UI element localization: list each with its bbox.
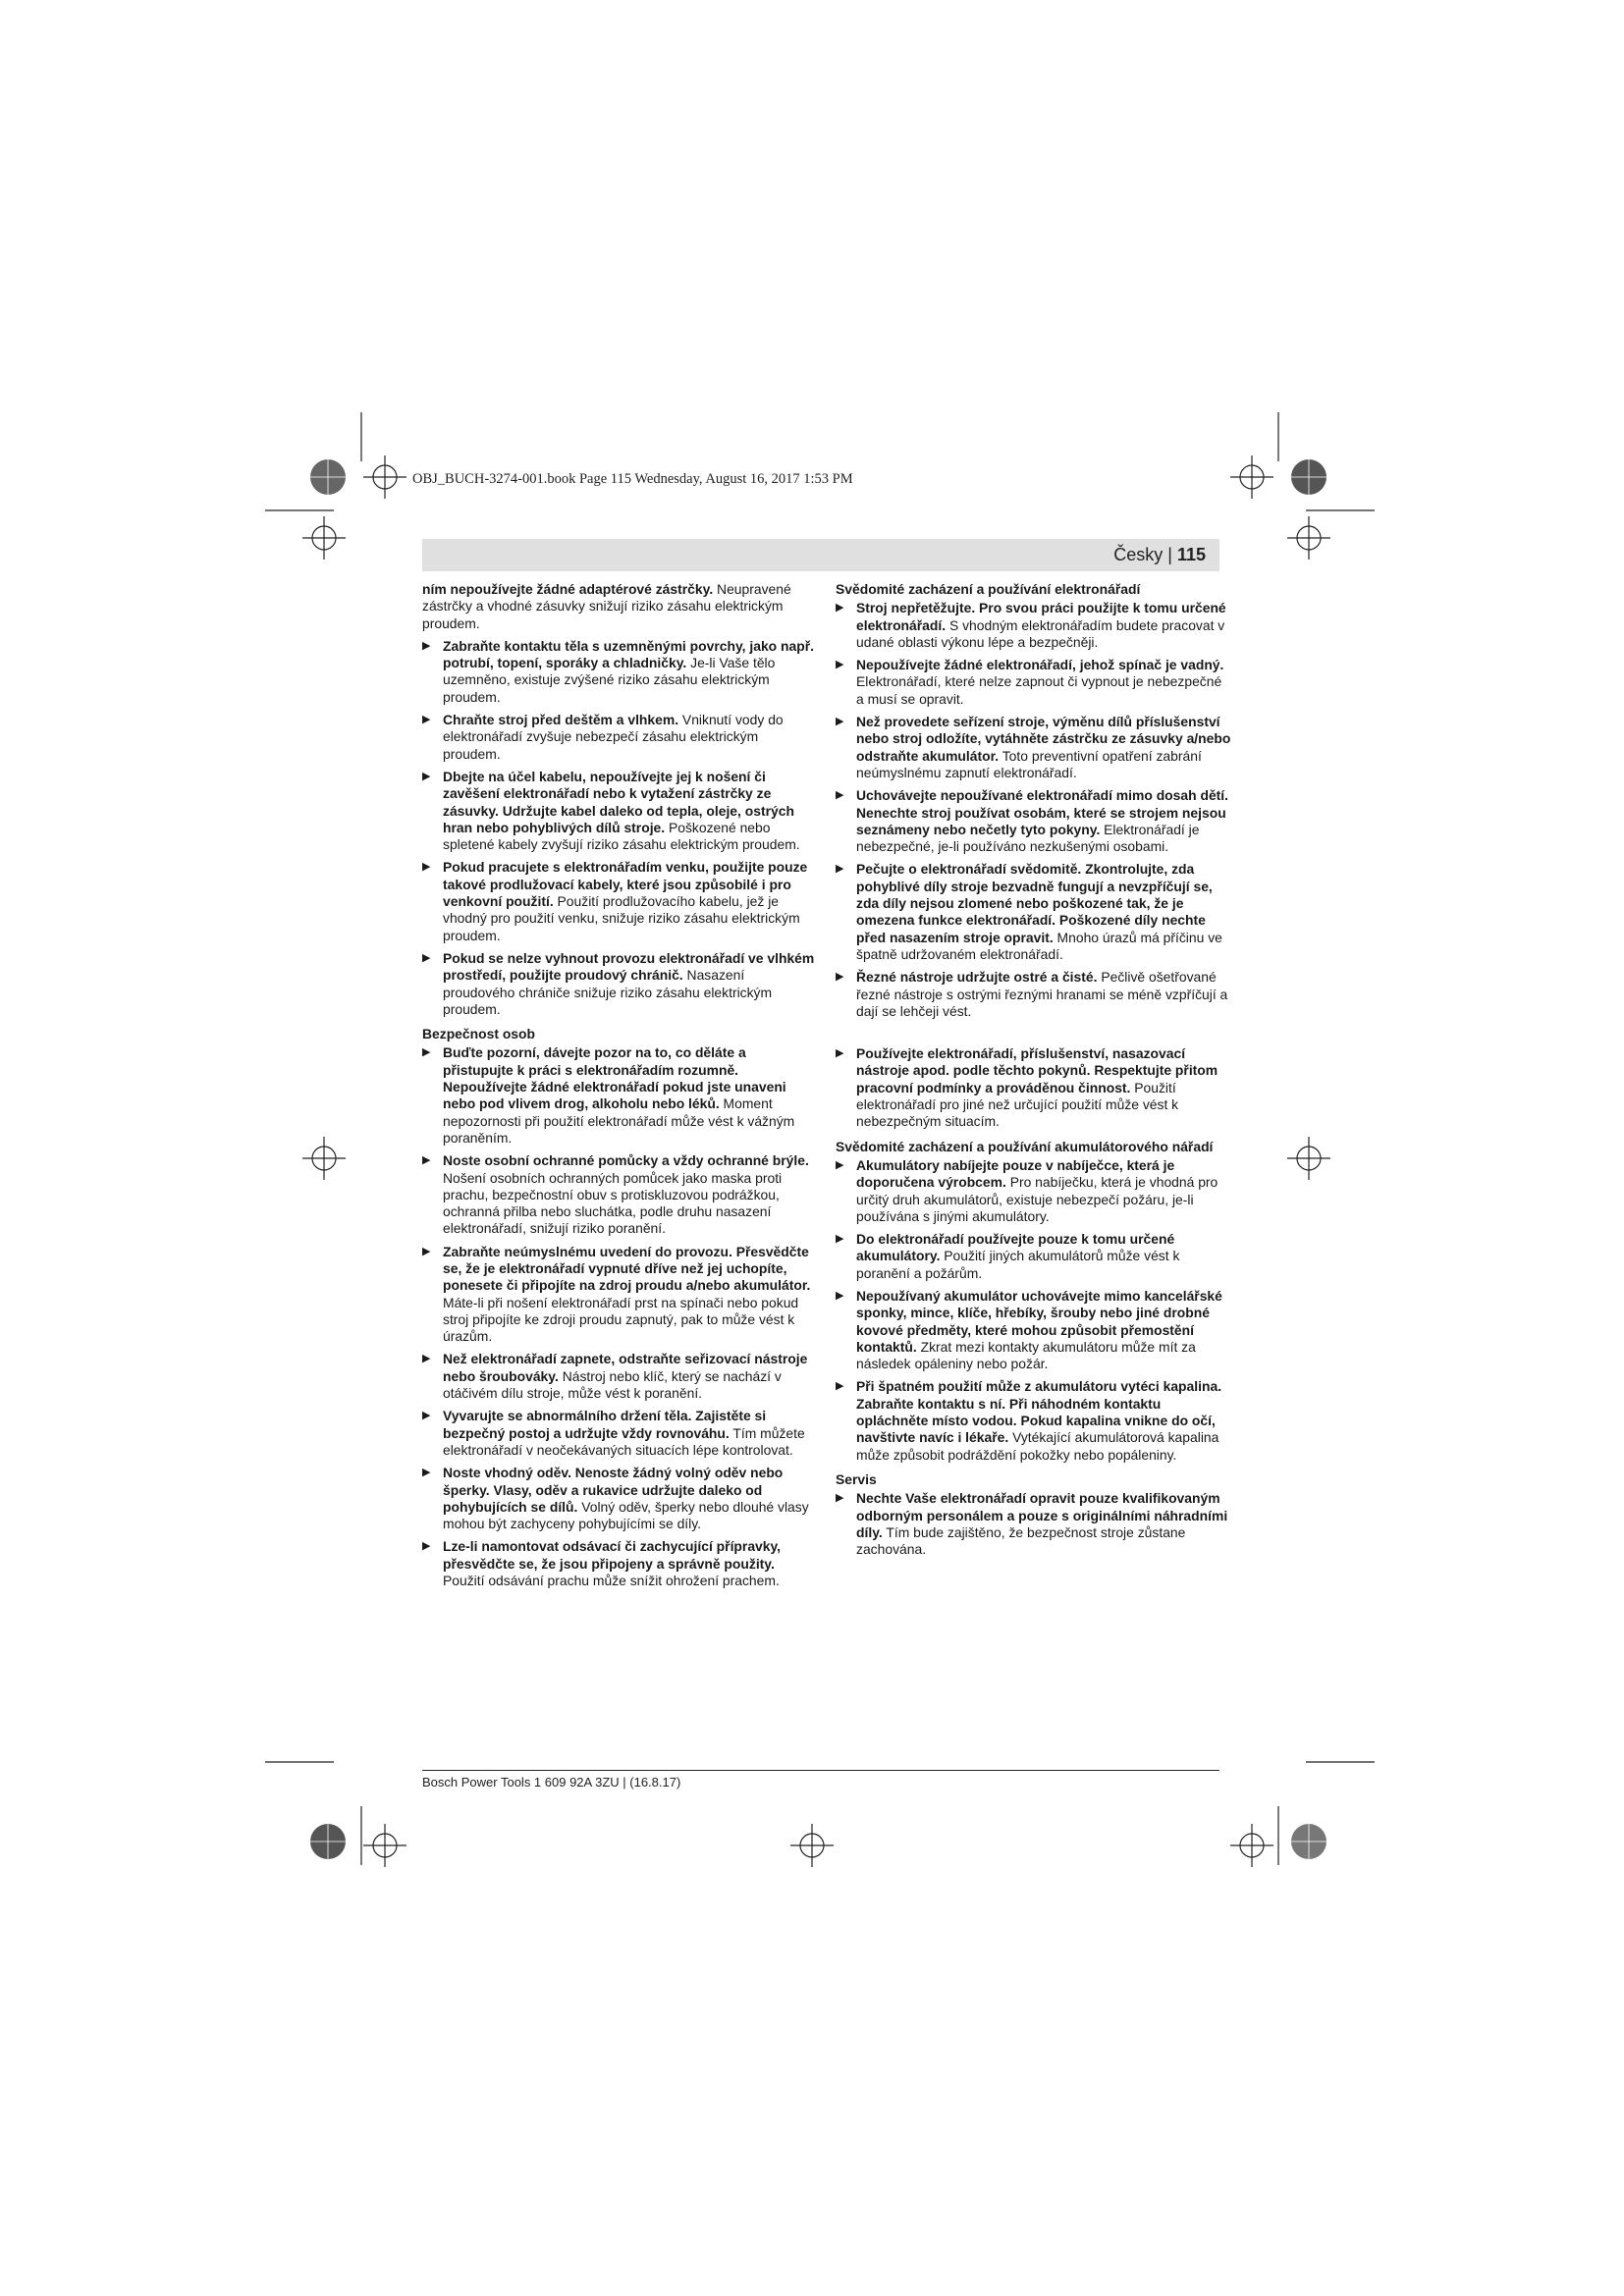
triangle-bullet-icon: ▶ xyxy=(422,1467,431,1479)
list-item: ▶ Než provedete seřízení stroje, výměnu dílů příslušenství nebo stroj odložíte, vytáhněte zástrčku ze zásuvky a/nebo odstraňte akumulátor. Toto preventivní opatření zabrání neúmyslnému zapnutí elektronářadí. xyxy=(836,714,1231,780)
triangle-bullet-icon: ▶ xyxy=(836,1158,844,1171)
section-heading: Svědomité zacházení a používání akumulátorového nářadí xyxy=(836,1138,1214,1154)
list-item: ▶ Nechte Vaše elektronářadí opravit pouze kvalifikovaným odborným personálem a pouze s originálními náhradními díly. Tím bude zajištěno, že bezpečnost stroje zůstane zachována. xyxy=(836,1490,1228,1558)
list-item: ▶ Noste osobní ochranné pomůcky a vždy ochranné brýle. Nošení osobních ochranných pomůcek jako maska proti prachu, bezpečnostní obuv s protiskluzovou podrážkou, ochranná přilba nebo sluchátka, podle druhu nasazení elektronářadí, snižují riziko poranění. xyxy=(422,1152,809,1237)
list-item: ▶ Vyvarujte se abnormálního držení těla. Zajistěte si bezpečný postoj a udržujte vždy rovnováhu. Tím můžete elektronářadí v neočekávaných situacích lépe kontrolovat. xyxy=(422,1408,805,1458)
right-column xyxy=(836,581,1232,1564)
section-heading: Bezpečnost osob xyxy=(422,1026,535,1042)
list-item: ▶ Buďte pozorní, dávejte pozor na to, co děláte a přistupujte k práci s elektronářadím rozumně. Nepoužívejte žádné elektronářadí pokud jste unaveni nebo pod vlivem drog, alkoholu nebo léků. Moment nepozornosti při použití elektronářadí může vést k vážným poraněním. xyxy=(422,1044,795,1146)
list-item: ▶ Lze-li namontovat odsávací či zachycující přípravky, přesvědčte se, že jsou připojeny a správně použity. Použití odsávání prachu může snížit ohrožení prachem. xyxy=(422,1538,782,1589)
list-item: ▶ Akumulátory nabíjejte pouze v nabíječce, která je doporučena výrobcem. Pro nabíječku, která je vhodná pro určitý druh akumulátorů, existuje nebezpečí požáru, je-li používána s jinými akumulátory. xyxy=(836,1156,1218,1224)
book-slug: OBJ_BUCH-3274-001.book Page 115 Wednesday, August 16, 2017 1:53 PM xyxy=(412,471,853,487)
print-target-top-left xyxy=(310,459,346,495)
registration-mark-bottom-left xyxy=(363,1824,406,1867)
registration-mark-right-upper xyxy=(1287,516,1330,560)
triangle-bullet-icon: ▶ xyxy=(836,716,844,728)
print-target-bottom-left xyxy=(310,1824,346,1859)
list-item: ▶ Chraňte stroj před deštěm a vlhkem. Vniknutí vody do elektronářadí zvyšuje nebezpečí zásahu elektrickým proudem. xyxy=(422,712,784,762)
print-target-bottom-right xyxy=(1291,1824,1326,1859)
triangle-bullet-icon: ▶ xyxy=(836,659,844,671)
triangle-bullet-icon: ▶ xyxy=(836,789,844,802)
page-header xyxy=(422,539,1219,571)
list-item: ▶ Stroj nepřetěžujte. Pro svou práci použijte k tomu určené elektronářadí. S vhodným elektronářadím budete pracovat v udané oblasti výkonu lépe a bezpečněji. xyxy=(836,600,1226,650)
triangle-bullet-icon: ▶ xyxy=(422,1046,431,1059)
triangle-bullet-icon: ▶ xyxy=(836,1233,844,1246)
section-heading: Svědomité zacházení a používání elektronářadí xyxy=(836,581,1141,597)
list-item: ▶ Používejte elektronářadí, příslušenství, nasazovací nástroje apod. podle těchto pokynů. Respektujte přitom pracovní podmínky a prováděnou činnost. Použití elektronářadí pro jiné než určující použití může vést k nebezpečným situacím. xyxy=(836,1045,1218,1130)
list-item: ▶ Než elektronářadí zapnete, odstraňte seřizovací nástroje nebo šroubováky. Nástroj nebo klíč, který se nachází v otáčivém dílu stroje, může vést k poranění. xyxy=(422,1351,808,1402)
header-language: Česky xyxy=(1113,545,1164,564)
left-column xyxy=(422,581,819,1595)
list-item: ▶ Uchovávejte nepoužívané elektronářadí mimo dosah dětí. Nenechte stroj používat osobám, které se strojem nejsou seznámeny nebo nečetly tyto pokyny. Elektronářadí je nebezpečné, je-li používáno nezkušenými osobami. xyxy=(836,787,1229,855)
registration-mark-top-right xyxy=(1230,455,1273,499)
triangle-bullet-icon: ▶ xyxy=(836,1380,844,1393)
registration-mark-bottom-right xyxy=(1230,1824,1273,1867)
list-item: ▶ Pečujte o elektronářadí svědomitě. Zkontrolujte, zda pohyblivé díly stroje bezvadně fungují a nevzpříčují se, zda díly nejsou zlomené nebo poškozené tak, že je omezena funkce elektronářadí. Poškozené díly nechte před nasazením stroje opravit. Mnoho úrazů má příčinu ve špatně udržovaném elektronářadí. xyxy=(836,861,1222,962)
column-spacer xyxy=(836,1026,1232,1045)
list-item: ▶ Zabraňte kontaktu těla s uzemněnými povrchy, jako např. potrubí, topení, sporáky a chladničky. Je-li Vaše tělo uzemněno, existuje zvýšené riziko zásahu elektrickým proudem. xyxy=(422,637,814,705)
triangle-bullet-icon: ▶ xyxy=(422,1245,431,1257)
triangle-bullet-icon: ▶ xyxy=(836,1492,844,1505)
header-text xyxy=(1113,545,1206,565)
triangle-bullet-icon: ▶ xyxy=(836,1047,844,1060)
triangle-bullet-icon: ▶ xyxy=(422,770,431,782)
registration-mark-right-middle xyxy=(1287,1137,1330,1180)
triangle-bullet-icon: ▶ xyxy=(836,1289,844,1302)
registration-mark-bottom-center xyxy=(790,1824,834,1867)
triangle-bullet-icon: ▶ xyxy=(836,602,844,614)
list-item: ▶ Pokud pracujete s elektronářadím venku, použijte pouze takové prodlužovací kabely, které jsou způsobilé i pro venkovní použití. Použití prodlužovacího kabelu, jež je vhodný pro použití venku, snižuje riziko zásahu elektrickým proudem. xyxy=(422,859,808,943)
registration-mark-left-upper xyxy=(302,516,346,560)
triangle-bullet-icon: ▶ xyxy=(422,1353,431,1365)
triangle-bullet-icon: ▶ xyxy=(422,1154,431,1167)
triangle-bullet-icon: ▶ xyxy=(422,951,431,964)
triangle-bullet-icon: ▶ xyxy=(422,1410,431,1422)
header-separator: | xyxy=(1163,545,1177,564)
triangle-bullet-icon: ▶ xyxy=(836,863,844,876)
list-item: ▶ Při špatném použití může z akumulátoru vytéci kapalina. Zabraňte kontaktu s ní. Při náhodném kontaktu opláchněte místo vodou. Pokud kapalina vnikne do očí, navštivte navíc i lékaře. Vytékající akumulátorová kapalina může způsobit podráždění pokožky nebo popáleniny. xyxy=(836,1378,1222,1463)
registration-mark-left-middle xyxy=(302,1137,346,1180)
list-item: ▶ Dbejte na účel kabelu, nepoužívejte jej k nošení či zavěšení elektronářadí nebo k vytažení zástrčky ze zásuvky. Udržujte kabel daleko od tepla, oleje, ostrých hran nebo pohyblivých dílů stroje. Poškozené nebo spletené kabely zvyšují riziko zásahu elektrickým proudem. xyxy=(422,768,800,853)
list-item: ▶ Řezné nástroje udržujte ostré a čisté. Pečlivě ošetřované řezné nástroje s ostrými řeznými hranami se méně vzpříčují a dají se lehčeji vést. xyxy=(836,969,1228,1019)
list-item: ▶ Do elektronářadí používejte pouze k tomu určené akumulátory. Použití jiných akumulátorů může vést k poranění a požárům. xyxy=(836,1231,1180,1281)
print-target-top-right xyxy=(1291,459,1326,495)
list-item: ▶ Noste vhodný oděv. Nenoste žádný volný oděv nebo šperky. Vlasy, oděv a rukavice udržujte daleko od pohybujících se dílů. Volný oděv, šperky nebo dlouhé vlasy mohou být zachyceny pohybujícími se díly. xyxy=(422,1465,809,1532)
triangle-bullet-icon: ▶ xyxy=(422,1540,431,1553)
triangle-bullet-icon: ▶ xyxy=(422,861,431,874)
list-item: ▶ Pokud se nelze vyhnout provozu elektronářadí ve vlhkém prostředí, použijte proudový chránič. Nasazení proudového chrániče snižuje riziko zásahu elektrickým proudem. xyxy=(422,949,815,1017)
page-number: 115 xyxy=(1176,545,1206,564)
continued-paragraph: ním nepoužívejte žádné adaptérové zástrčky. Neupravené zástrčky a vhodné zásuvky snižují riziko zásahu elektrickým proudem. xyxy=(422,581,791,631)
list-item: ▶ Nepoužívejte žádné elektronářadí, jehož spínač je vadný. Elektronářadí, které nelze zapnout či vypnout je nebezpečné a musí se opravit. xyxy=(836,657,1224,707)
list-item: ▶ Nepoužívaný akumulátor uchovávejte mimo kancelářské sponky, mince, klíče, hřebíky, šrouby nebo jiné drobné kovové předměty, které mohou způsobit přemostění kontaktů. Zkrat mezi kontakty akumulátoru může mít za následek opáleniny nebo požár. xyxy=(836,1287,1222,1372)
registration-mark-top-left xyxy=(363,455,406,499)
triangle-bullet-icon: ▶ xyxy=(422,714,431,726)
triangle-bullet-icon: ▶ xyxy=(422,639,431,652)
section-heading: Servis xyxy=(836,1470,877,1487)
footer-rule xyxy=(422,1770,1219,1771)
list-item: ▶ Zabraňte neúmyslnému uvedení do provozu. Přesvědčte se, že je elektronářadí vypnuté dříve než jej uchopíte, ponesete či připojíte na zdroj proudu a/nebo akumulátor. Máte-li při nošení elektronářadí prst na spínači nebo pokud stroj připojíte ke zdroji proudu zapnutý, pak to může vést k úrazům. xyxy=(422,1243,811,1345)
page-footer: Bosch Power Tools 1 609 92A 3ZU | (16.8.17) xyxy=(422,1775,681,1789)
triangle-bullet-icon: ▶ xyxy=(836,971,844,984)
